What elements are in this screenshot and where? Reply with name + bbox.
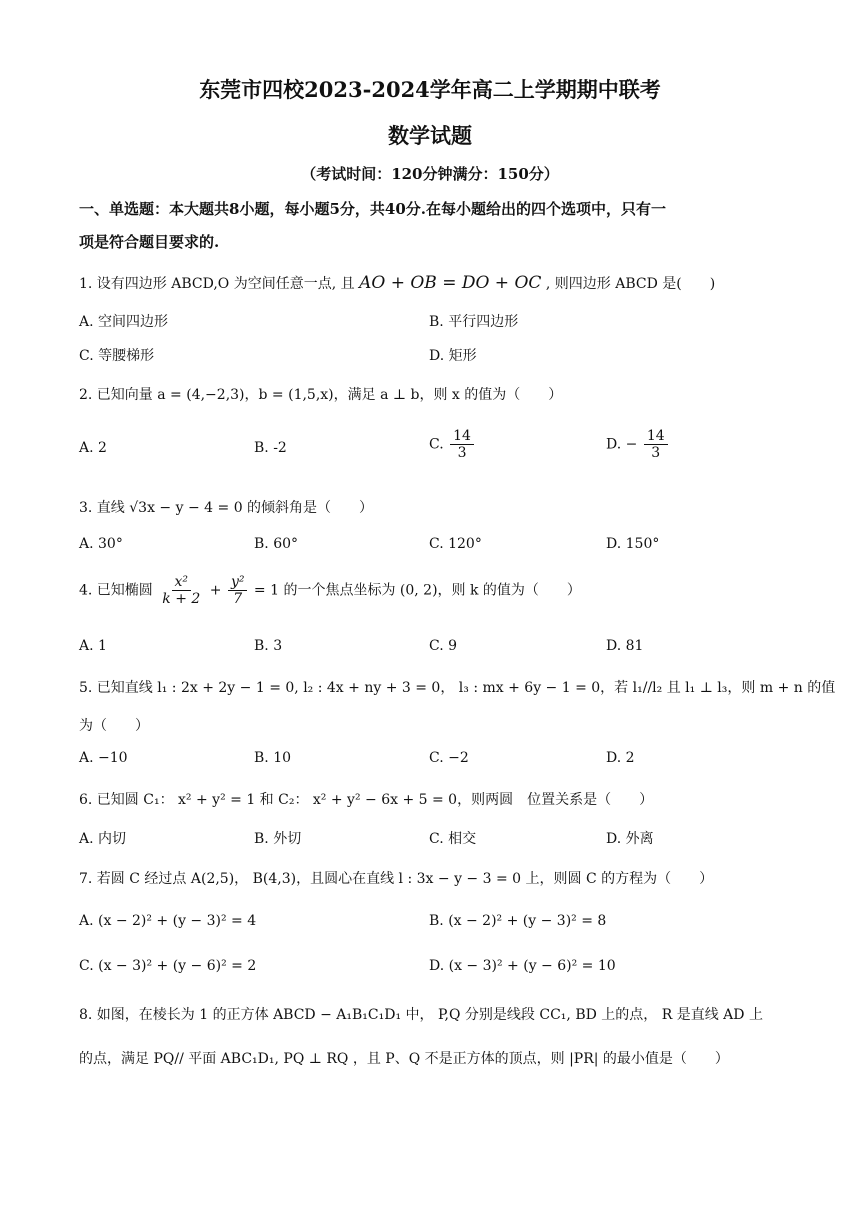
- question-1-stem: [79, 273, 784, 293]
- q4-option-c: C. 9: [429, 638, 458, 654]
- q1-stem-a: 1. 设有四边形 ABCD,O 为空间任意一点, 且: [79, 276, 355, 292]
- section-heading-line2: 项是符合题目要求的.: [79, 233, 220, 251]
- q2-option-d-label: D. −: [606, 436, 638, 453]
- q2-option-c: [429, 428, 476, 461]
- q4-f2-numerator: y²: [228, 574, 248, 591]
- q2-c-denominator: 3: [457, 445, 467, 462]
- q7-option-b: B. (x − 2)² + (y − 3)² = 8: [429, 913, 607, 929]
- q1-stem-b: , 则四边形 ABCD 是( ): [545, 276, 716, 292]
- q4-fraction-1: [159, 574, 203, 607]
- q4-option-d: D. 81: [606, 638, 644, 654]
- q2-d-denominator: 3: [651, 445, 661, 462]
- q4-option-a: A. 1: [79, 638, 107, 654]
- q2-d-numerator: 14: [644, 428, 668, 445]
- q2-c-numerator: 14: [450, 428, 474, 445]
- q5-option-d: D. 2: [606, 750, 635, 766]
- q6-option-c: C. 相交: [429, 831, 477, 847]
- question-2-stem: 2. 已知向量 a = (4,−2,3)，b = (1,5,x)，满足 a ⊥ b，则 x 的值为（ ）: [79, 387, 563, 403]
- q3-option-c: C. 120°: [429, 536, 482, 552]
- q1-option-b: B. 平行四边形: [429, 314, 519, 330]
- q4-f1-numerator: x²: [172, 574, 192, 591]
- q6-option-b: B. 外切: [254, 831, 302, 847]
- q2-option-a: A. 2: [79, 440, 107, 456]
- question-5-stem-line1: 5. 已知直线 l₁ : 2x + 2y − 1 = 0, l₂ : 4x + ny + 3 = 0， l₃ : mx + 6y − 1 = 0，若 l₁//l₂ 且 l₁ ⊥ l₃，则 m + n 的值: [79, 680, 836, 696]
- q5-option-c: C. −2: [429, 750, 469, 766]
- question-3-stem: 3. 直线 √3x − y − 4 = 0 的倾斜角是（ ）: [79, 500, 374, 516]
- q2-option-c-fraction: [450, 428, 474, 461]
- q4-fraction-2: [228, 574, 248, 607]
- q3-option-a: A. 30°: [79, 536, 123, 552]
- question-5-stem-line2: 为（ ）: [79, 718, 149, 734]
- section-heading-line1: 一、单选题：本大题共8小题，每小题5分，共40分.在每小题给出的四个选项中，只有一: [79, 200, 666, 218]
- question-8-stem-line2: 的点，满足 PQ// 平面 ABC₁D₁, PQ ⊥ RQ ，且 P、Q 不是正方体的顶点，则 |PR| 的最小值是（ ）: [79, 1051, 729, 1067]
- q3-option-d: D. 150°: [606, 536, 660, 552]
- q2-option-b: B. -2: [254, 440, 287, 456]
- q1-option-a: A. 空间四边形: [79, 314, 169, 330]
- q7-option-d: D. (x − 3)² + (y − 6)² = 10: [429, 958, 616, 974]
- q1-vector-equation: AO + OB = DO + OC: [359, 273, 542, 293]
- question-4-stem: [79, 574, 784, 607]
- q2-option-c-label: C.: [429, 436, 444, 453]
- q4-stem-b: = 1 的一个焦点坐标为 (0, 2)，则 k 的值为（ ）: [253, 582, 581, 599]
- q6-option-a: A. 内切: [79, 831, 127, 847]
- q1-option-c: C. 等腰梯形: [79, 348, 155, 364]
- q7-option-c: C. (x − 3)² + (y − 6)² = 2: [79, 958, 257, 974]
- q7-option-a: A. (x − 2)² + (y − 3)² = 4: [79, 913, 257, 929]
- q1-option-d: D. 矩形: [429, 348, 477, 364]
- exam-info: （考试时间：120分钟满分：150分）: [301, 165, 559, 183]
- q4-option-b: B. 3: [254, 638, 283, 654]
- q5-option-a: A. −10: [79, 750, 128, 766]
- q4-stem-a: 4. 已知椭圆: [79, 582, 153, 599]
- exam-subject: 数学试题: [388, 123, 472, 148]
- q2-option-d-fraction: [644, 428, 668, 461]
- q4-f2-denominator: 7: [233, 591, 243, 608]
- q4-f1-denominator: k + 2: [162, 591, 201, 608]
- q2-option-d: [606, 428, 670, 461]
- question-7-stem: 7. 若圆 C 经过点 A(2,5)， B(4,3)，且圆心在直线 l : 3x − y − 3 = 0 上，则圆 C 的方程为（ ）: [79, 871, 714, 887]
- q4-plus: +: [209, 582, 222, 599]
- q5-option-b: B. 10: [254, 750, 292, 766]
- q3-option-b: B. 60°: [254, 536, 299, 552]
- q6-option-d: D. 外离: [606, 831, 654, 847]
- exam-title: 东莞市四校2023-2024学年高二上学期期中联考: [199, 77, 661, 102]
- question-6-stem: 6. 已知圆 C₁： x² + y² = 1 和 C₂： x² + y² − 6x + 5 = 0，则两圆 位置关系是（ ）: [79, 792, 654, 808]
- question-8-stem-line1: 8. 如图，在棱长为 1 的正方体 ABCD − A₁B₁C₁D₁ 中， P,Q 分别是线段 CC₁, BD 上的点， R 是直线 AD 上: [79, 1007, 763, 1023]
